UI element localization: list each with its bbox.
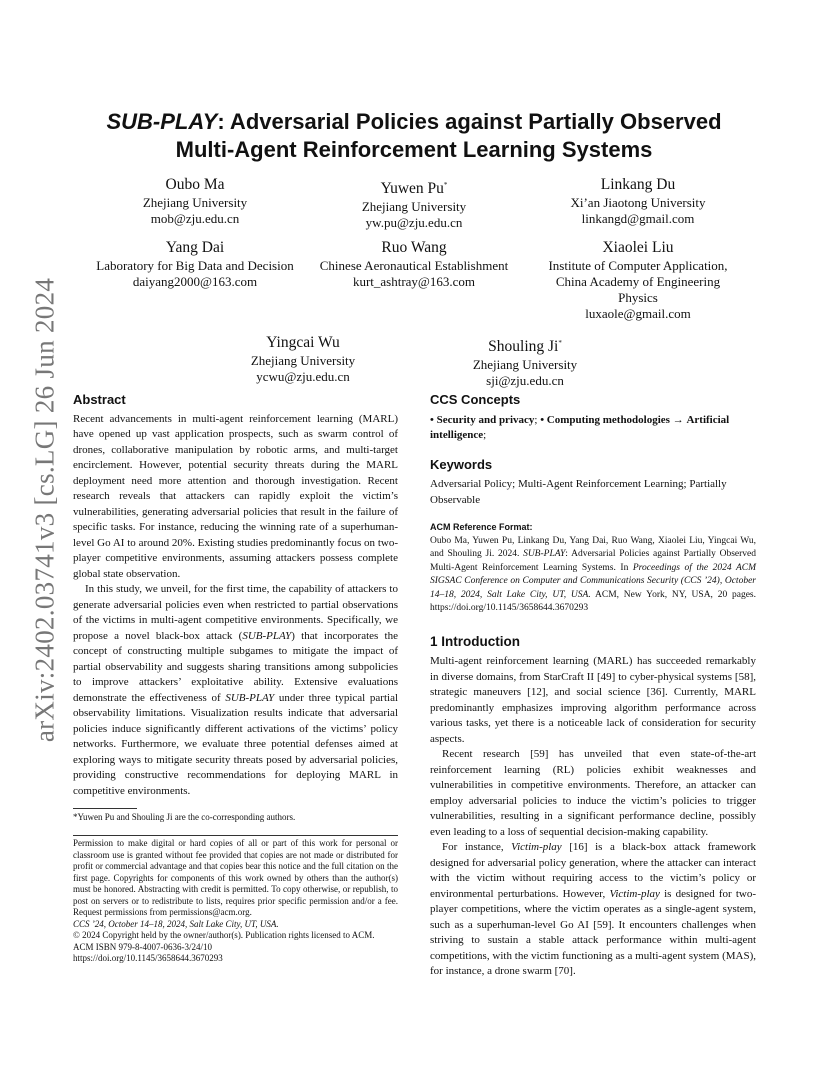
permission-block xyxy=(73,838,398,965)
author-block xyxy=(440,333,610,389)
copyright-line: © 2024 Copyright held by the owner/author(s). Publication rights licensed to ACM. xyxy=(73,930,375,940)
right-column xyxy=(430,392,756,980)
abstract-heading: Abstract xyxy=(73,392,126,407)
author-name: Yuwen Pu xyxy=(380,180,444,198)
isbn-line: ACM ISBN 979-8-4007-0636-3/24/10 xyxy=(73,941,212,952)
abstract-paragraph: Recent advancements in multi-agent reinforcement learning (MARL) have opened up vast application prospects, such as swarm control of drones, collaborative manipulation by robotic arms, and multi-target encirclement. However, potential security threats during the MARL deployment need more attention and thorough investigation. Recent research reveals that attackers can rapidly exploit the victim’s vulnerabilities, generating adversarial policies that result in the failure of specific tasks. For instance, reducing the winning rate of a superhuman-level Go AI to around 20%. Existing studies predominantly focus on two-player competitive environments, assuming attackers possess complete global state observation. xyxy=(73,412,398,580)
permission-text: Permission to make digital or hard copies of all or part of this work for personal or classroom use is granted without fee provided that copies are not made or distributed for profit or commercial advantage and that copies bear this notice and the full citation on the first page. Copyrights for components of this work owned by others than the author(s) must be honored. Abstracting with credit is permitted. To copy otherwise, or republish, to post on servers or to redistribute to lists, requires prior specific permission and/or a fee. Request permissions from permissions@acm.org. xyxy=(73,838,398,917)
author-affiliation: Xi’an Jiaotong University xyxy=(570,195,706,210)
intro-paragraph: Recent research [59] has unveiled that even state-of-the-art reinforcement learning (RL) policies exhibit weaknesses and vulnerabilities in competitive environments. Therefore, an attacker can employ adversarial policies to induce the victim’s policies to trigger vulnerabilities, resulting in a significant performance decline, possibly even leading to a loss of sequential decision-making capability. xyxy=(430,748,756,838)
author-block xyxy=(311,238,517,290)
abstract-paragraph: In this study, we unveil, for the first time, the capability of attackers to generate adversarial policies even when restricted to partial observations of the victims in multi-agent competitive environments. Specifically, we propose a novel black-box attack (SUB-PLAY) that incorporates the concept of constructing multiple subgames to mitigate the impact of partial observability and suggests sharing transitions among subpolicies to improve attackers’ exploitative ability. Extensive evaluations demonstrate the effectiveness of SUB-PLAY under three typical partial observability limitations. Visualization results indicate that adversarial policies induce significantly different activations of the victims’ policy networks. Furthermore, we evaluate three potential defenses aimed at exploring ways to mitigate security threats posed by adversarial policies, providing constructive recommendations for deploying MARL in competitive environments. xyxy=(73,583,399,797)
paper-title xyxy=(90,108,738,164)
author-name: Xiaolei Liu xyxy=(602,239,674,256)
author-block xyxy=(538,175,738,227)
author-email: daiyang2000@163.com xyxy=(132,274,258,289)
acm-reference-heading: ACM Reference Format: xyxy=(430,522,533,532)
author-name: Yang Dai xyxy=(165,239,225,256)
author-affiliation: Zhejiang University xyxy=(472,357,578,373)
author-affiliation: Zhejiang University xyxy=(142,195,248,210)
author-email: sji@zju.edu.cn xyxy=(486,373,564,389)
introduction-heading: 1 Introduction xyxy=(430,633,520,649)
author-block xyxy=(88,238,302,290)
title-italic: SUB-PLAY xyxy=(106,109,218,134)
ccs-concepts: • Security and privacy; • Computing methodologies → Artificial intelligence; xyxy=(430,413,730,441)
ccs-heading: CCS Concepts xyxy=(430,392,521,407)
author-name: Yingcai Wu xyxy=(266,334,340,351)
author-mark: * xyxy=(443,181,448,189)
author-email: yw.pu@zju.edu.cn xyxy=(365,215,463,231)
author-affiliation: Laboratory for Big Data and Decision xyxy=(96,258,294,273)
keywords-text: Adversarial Policy; Multi-Agent Reinforcement Learning; Partially Observable xyxy=(430,478,727,506)
author-affiliation: Zhejiang University xyxy=(250,353,356,368)
author-email: linkangd@gmail.com xyxy=(581,211,695,226)
author-affiliation: Physics xyxy=(618,290,658,305)
footnote: *Yuwen Pu and Shouling Ji are the co-corresponding authors. xyxy=(73,812,296,822)
author-block xyxy=(329,175,499,231)
author-affiliation: Chinese Aeronautical Establishment xyxy=(319,258,509,273)
acm-reference xyxy=(430,521,756,616)
author-email: kurt_ashtray@163.com xyxy=(352,274,476,289)
author-block xyxy=(532,238,744,322)
author-name: Shouling Ji xyxy=(488,338,559,356)
author-affiliation: Zhejiang University xyxy=(361,199,467,215)
author-name: Oubo Ma xyxy=(165,176,225,193)
author-affiliation: Institute of Computer Application, xyxy=(548,258,728,273)
abstract-section xyxy=(73,392,398,799)
intro-paragraph: Multi-agent reinforcement learning (MARL) has succeeded remarkably in diverse domains, from StarCraft II [49] to cyber-physical systems [58], strategic maneuvers [12], and social science [36]. Currently, MARL predominantly emphasizes improving algorithm performance across various tasks, yet there is a noticeable lack of consideration for security aspects. xyxy=(430,655,756,745)
title-line1: : Adversarial Policies against Partially Observed xyxy=(217,109,722,134)
doi-link[interactable]: https://doi.org/10.1145/3658644.3670293 xyxy=(73,953,223,963)
author-email: ycwu@zju.edu.cn xyxy=(256,369,350,384)
permission-rule xyxy=(73,835,398,836)
author-block xyxy=(218,333,388,385)
author-affiliation: China Academy of Engineering xyxy=(555,274,721,289)
author-mark: * xyxy=(558,339,562,347)
arxiv-sidebar xyxy=(29,277,60,743)
title-line2: Multi-Agent Reinforcement Learning Systems xyxy=(175,137,653,162)
venue-line: CCS ’24, October 14–18, 2024, Salt Lake City, UT, USA. xyxy=(73,918,279,929)
intro-paragraph: For instance, Victim-play [16] is a black-box attack framework designed for adversarial policy generation, where the attacker can interact with the victim without requiring access to the victim’s policy or environmental perturbations. However, Victim-play is designed for two-player competitions, where the victim operates as a single-agent system, such as a superhuman-level Go AI [59]. It encounters challenges when striving to sustain a stable attack performance within multi-agent competitions, with the victim functioning as a multi-agent system (MAS), for instance, a drone swarm [70]. xyxy=(430,841,756,977)
author-block xyxy=(110,175,280,227)
keywords-heading: Keywords xyxy=(430,456,493,472)
author-email: mob@zju.edu.cn xyxy=(150,211,240,226)
arxiv-identifier: arXiv:2402.03741v3 [cs.LG] 26 Jun 2024 xyxy=(29,277,60,743)
author-name: Linkang Du xyxy=(600,176,676,193)
author-name: Ruo Wang xyxy=(381,239,447,256)
author-email: luxaole@gmail.com xyxy=(585,306,691,321)
acm-reference-text: Oubo Ma, Yuwen Pu, Linkang Du, Yang Dai, Ruo Wang, Xiaolei Liu, Yingcai Wu, and Shouling Ji. 2024. SUB-PLAY: Adversarial Policies against Partially Observed Multi-Agent Reinforcement Learning Systems. In Proceedings of the 2024 ACM SIGSAC Conference on Computer and Communications Security (CCS ’24), October 14–18, 2024, Salt Lake City, UT, USA. ACM, New York, NY, USA, 20 pages. https://doi.org/10.1145/3658644.3670293 xyxy=(430,535,756,613)
footnote-rule xyxy=(73,808,137,809)
